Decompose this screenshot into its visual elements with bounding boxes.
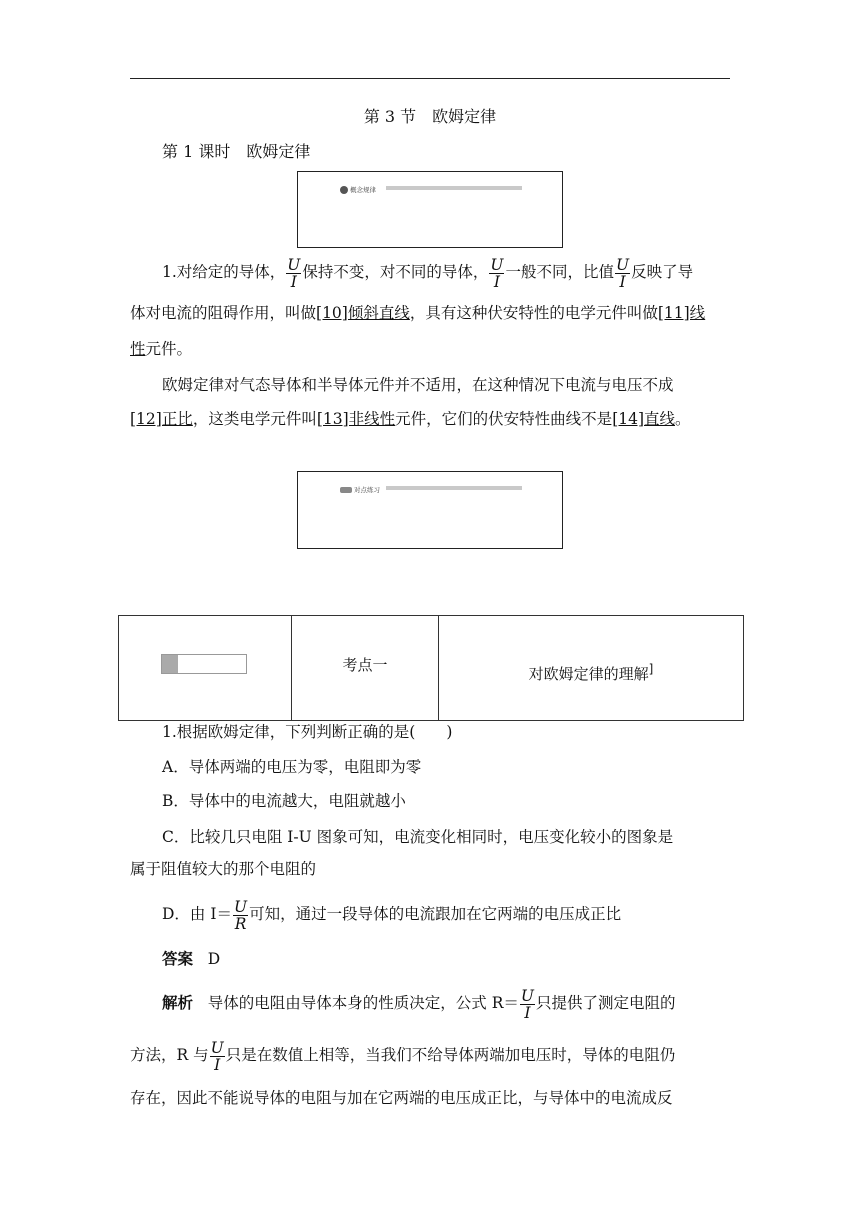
section-title: 第 3 节 欧姆定律 bbox=[363, 107, 497, 126]
para1-text-d: 反映了导 bbox=[631, 263, 694, 281]
kaodian-banner bbox=[118, 615, 744, 721]
kaodian-topic bbox=[439, 616, 743, 720]
para1-text-a: 1.对给定的导体， bbox=[162, 263, 286, 281]
analysis-line1 bbox=[162, 983, 762, 1023]
concept-box-header bbox=[340, 185, 376, 194]
analysis-label: 解析 bbox=[162, 994, 194, 1012]
practice-box bbox=[297, 471, 563, 549]
answer-line bbox=[162, 948, 762, 970]
option-d-text-b: 可知，通过一段导体的电流跟加在它两端的电压成正比 bbox=[249, 905, 622, 923]
para1-line1 bbox=[162, 255, 732, 290]
blank-11: [11]线 bbox=[657, 304, 706, 322]
practice-icon bbox=[340, 487, 352, 493]
kaodian-label: 考点一 bbox=[292, 616, 439, 720]
para1-text-c: 一般不同，比值 bbox=[505, 263, 614, 281]
fraction-u-over-r: $\frac{U}{R}$ bbox=[233, 897, 248, 933]
blank-14: [14]直线 bbox=[612, 410, 676, 428]
fraction-u-over-i: $\frac{U}{I}$ bbox=[210, 1038, 224, 1074]
answer-value: D bbox=[207, 950, 221, 968]
practice-box-bar bbox=[386, 486, 522, 490]
analysis-text-1b: 只提供了测定电阻的 bbox=[535, 994, 676, 1012]
para2-text-a: 欧姆定律对气态导体和半导体元件并不适用，在这种情况下电流与电压不成 bbox=[162, 376, 674, 394]
concept-box-bar bbox=[386, 186, 522, 190]
analysis-text-2b: 只是在数值上相等，当我们不给导体两端加电压时，导体的电阻仍 bbox=[225, 1046, 676, 1064]
blank-13: [13]非线性 bbox=[316, 410, 396, 428]
analysis-text-2a: 方法，R 与 bbox=[130, 1046, 209, 1064]
para2-line1 bbox=[162, 374, 762, 396]
option-c-line2: 属于阻值较大的那个电阻的 bbox=[130, 860, 317, 878]
blank-12: [12]正比 bbox=[130, 410, 193, 428]
option-b: B．导体中的电流越大，电阻就越小 bbox=[162, 792, 406, 810]
para1-line2-text: 体对电流的阻碍作用，叫做 bbox=[130, 304, 317, 322]
option-c-line1: C．比较几只电阻 I-U 图象可知，电流变化相同时，电压变化较小的图象是 bbox=[162, 828, 674, 846]
para1-text-b: 保持不变，对不同的导体， bbox=[302, 263, 489, 281]
blank-11-cont: 性 bbox=[130, 340, 146, 358]
kaodian-topic-text: 对欧姆定律的理解 bbox=[528, 665, 649, 683]
option-d-text-a: D．由 I＝ bbox=[162, 905, 232, 923]
para2-text-d: 。 bbox=[675, 410, 691, 428]
para1-line3 bbox=[130, 338, 730, 360]
practice-box-label: 对点练习 bbox=[354, 486, 380, 494]
concept-box-label: 概念规律 bbox=[350, 186, 376, 194]
fraction-u-over-i: $\frac{U}{I}$ bbox=[520, 986, 534, 1022]
para2-line2 bbox=[130, 408, 730, 430]
answer-label: 答案 bbox=[162, 950, 194, 968]
analysis-line3: 存在，因此不能说导体的电阻与加在它两端的电压成正比，与导体中的电流成反 bbox=[130, 1089, 673, 1107]
fraction-u-over-i: $\frac{U}{I}$ bbox=[490, 255, 504, 291]
concept-box bbox=[297, 171, 563, 248]
analysis-text-1a: 导体的电阻由导体本身的性质决定，公式 R＝ bbox=[207, 994, 519, 1012]
question-stem: 1.根据欧姆定律，下列判断正确的是( ) bbox=[162, 723, 453, 741]
para1-line3-text: 元件。 bbox=[145, 340, 193, 358]
fraction-u-over-i: $\frac{U}{I}$ bbox=[615, 255, 630, 291]
option-d bbox=[162, 894, 762, 934]
lesson-subtitle: 第 1 课时 欧姆定律 bbox=[162, 142, 311, 161]
practice-box-header bbox=[340, 485, 380, 494]
kaodian-pill-graphic bbox=[161, 654, 247, 674]
concept-icon bbox=[340, 186, 348, 194]
analysis-line2 bbox=[130, 1035, 730, 1075]
blank-10: [10]倾斜直线 bbox=[316, 304, 410, 322]
para2-text-c: 元件，它们的伏安特性曲线不是 bbox=[395, 410, 613, 428]
fraction-u-over-i: $\frac{U}{I}$ bbox=[287, 255, 301, 291]
top-rule bbox=[130, 78, 730, 79]
bracket-icon: ] bbox=[648, 662, 654, 676]
option-a: A．导体两端的电压为零，电阻即为零 bbox=[162, 758, 422, 776]
para1-line2-text-b: ，具有这种伏安特性的电学元件叫做 bbox=[409, 304, 658, 322]
para2-text-b: ，这类电学元件叫 bbox=[192, 410, 317, 428]
kaodian-decoration-cell bbox=[119, 616, 292, 720]
para1-line2 bbox=[130, 302, 730, 324]
